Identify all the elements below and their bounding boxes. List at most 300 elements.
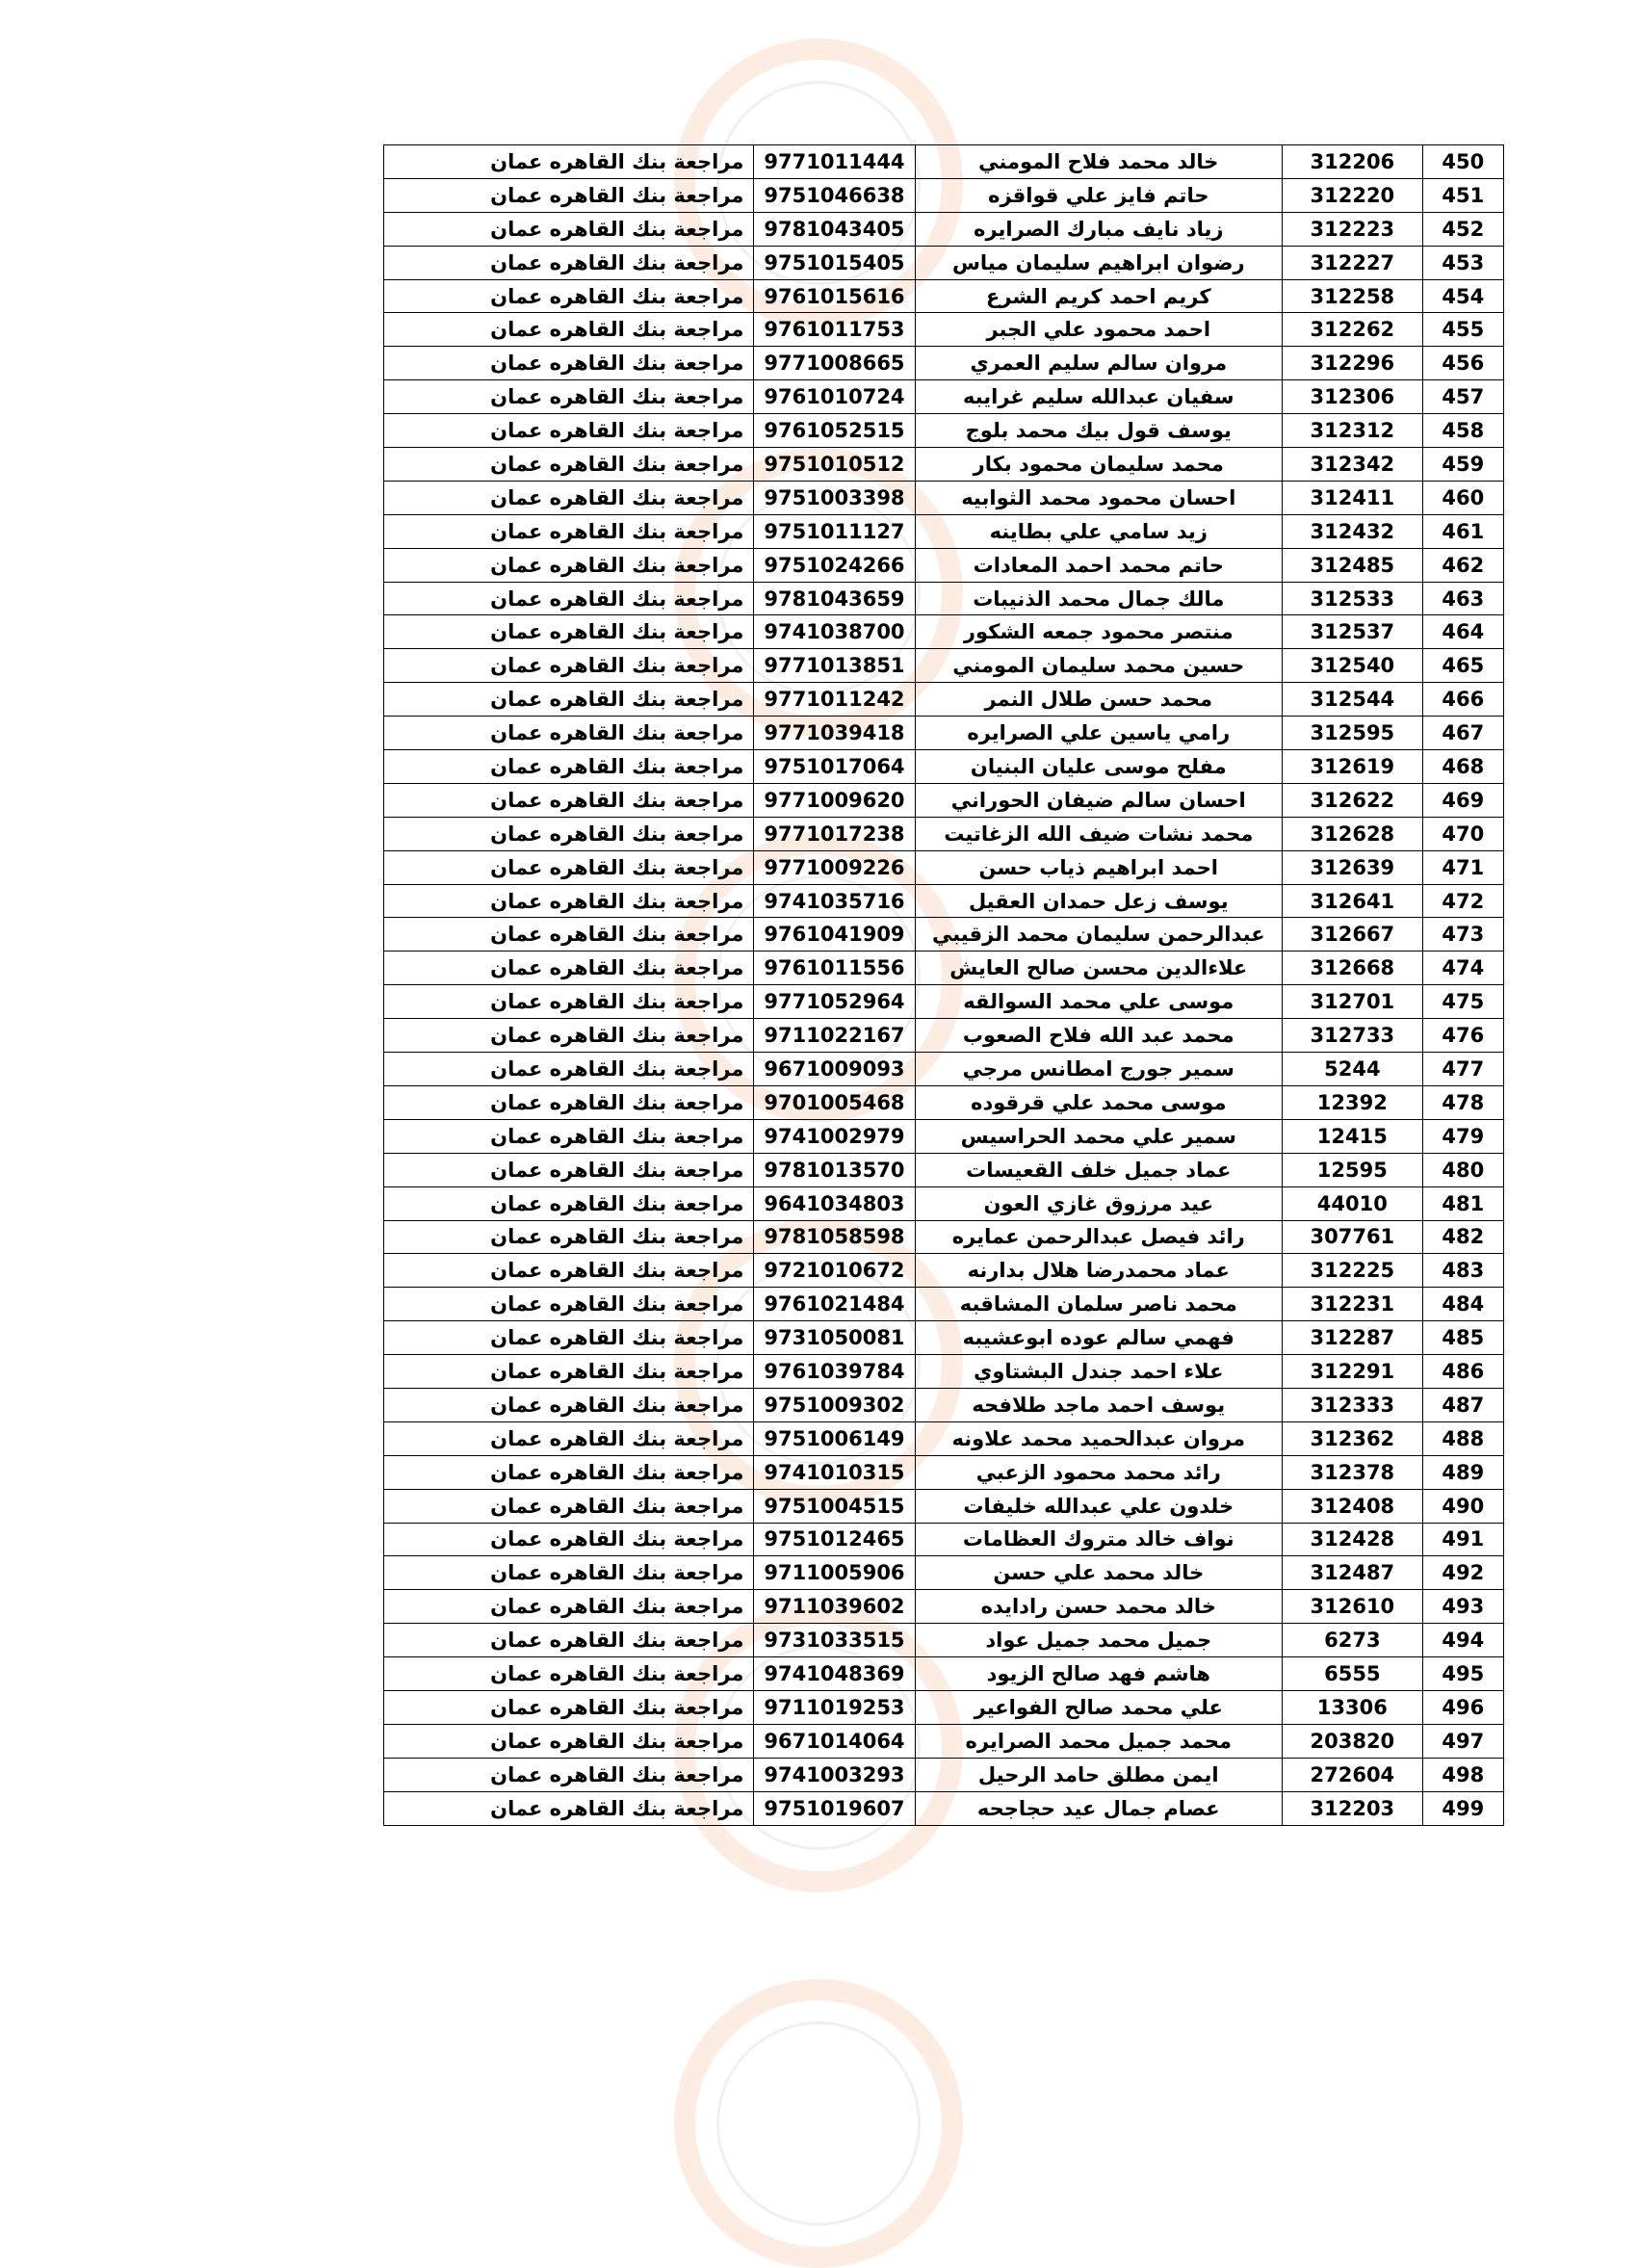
national-id-cell: 9711019253: [754, 1690, 915, 1724]
national-id-cell: 9671009093: [754, 1053, 915, 1086]
name-cell: حسين محمد سليمان المومني: [915, 649, 1282, 683]
name-cell: محمد نشات ضيف الله الزغاتيت: [915, 817, 1282, 850]
national-id-cell: 9731050081: [754, 1321, 915, 1355]
note-cell: مراجعة بنك القاهره عمان: [384, 1758, 754, 1791]
employee-number-cell: 312622: [1283, 783, 1423, 817]
sequence-number-cell: 479: [1422, 1119, 1503, 1153]
national-id-cell: 9761010724: [754, 380, 915, 414]
table-row: [384, 1053, 1504, 1086]
table-row: [384, 481, 1504, 514]
table-row: [384, 1321, 1504, 1355]
name-cell: مروان عبدالحميد محمد علاونه: [915, 1421, 1282, 1455]
name-cell: محمد سليمان محمود بكار: [915, 448, 1282, 482]
name-cell: احمد ابراهيم ذياب حسن: [915, 850, 1282, 884]
employee-number-cell: 312262: [1283, 313, 1423, 347]
note-cell: مراجعة بنك القاهره عمان: [384, 1220, 754, 1254]
note-cell: مراجعة بنك القاهره عمان: [384, 1489, 754, 1523]
note-cell: مراجعة بنك القاهره عمان: [384, 212, 754, 246]
national-id-cell: 9741003293: [754, 1758, 915, 1791]
sequence-number-cell: 489: [1422, 1455, 1503, 1489]
table-row: [384, 380, 1504, 414]
national-id-cell: 9771052964: [754, 985, 915, 1019]
name-cell: هاشم فهد صالح الزيود: [915, 1657, 1282, 1691]
note-cell: مراجعة بنك القاهره عمان: [384, 850, 754, 884]
sequence-number-cell: 466: [1422, 683, 1503, 717]
employee-number-cell: 312485: [1283, 548, 1423, 582]
name-cell: عماد جميل خلف القعيسات: [915, 1153, 1282, 1186]
national-id-cell: 9751012465: [754, 1523, 915, 1556]
note-cell: مراجعة بنك القاهره عمان: [384, 1053, 754, 1086]
name-cell: خالد محمد علي حسن: [915, 1556, 1282, 1590]
note-cell: مراجعة بنك القاهره عمان: [384, 582, 754, 615]
national-id-cell: 9781043659: [754, 582, 915, 615]
sequence-number-cell: 488: [1422, 1421, 1503, 1455]
note-cell: مراجعة بنك القاهره عمان: [384, 952, 754, 985]
table-row: [384, 1019, 1504, 1053]
national-id-cell: 9751017064: [754, 750, 915, 784]
national-id-cell: 9781013570: [754, 1153, 915, 1186]
sequence-number-cell: 460: [1422, 481, 1503, 514]
table-row: [384, 1556, 1504, 1590]
national-id-cell: 9761041909: [754, 918, 915, 952]
table-row: [384, 514, 1504, 548]
note-cell: مراجعة بنك القاهره عمان: [384, 414, 754, 448]
national-id-cell: 9781043405: [754, 212, 915, 246]
table-row: [384, 582, 1504, 615]
employee-number-cell: 312231: [1283, 1288, 1423, 1321]
national-id-cell: 9741035716: [754, 884, 915, 918]
name-cell: محمد عبد الله فلاح الصعوب: [915, 1019, 1282, 1053]
note-cell: مراجعة بنك القاهره عمان: [384, 1556, 754, 1590]
table-row: [384, 615, 1504, 649]
note-cell: مراجعة بنك القاهره عمان: [384, 1455, 754, 1489]
national-id-cell: 9711005906: [754, 1556, 915, 1590]
employee-number-cell: 312362: [1283, 1421, 1423, 1455]
name-cell: يوسف احمد ماجد طلافحه: [915, 1388, 1282, 1421]
name-cell: حاتم محمد احمد المعادات: [915, 548, 1282, 582]
table-row: [384, 1220, 1504, 1254]
national-id-cell: 9761011556: [754, 952, 915, 985]
table-row: [384, 952, 1504, 985]
table-row: [384, 1590, 1504, 1624]
table-row: [384, 1489, 1504, 1523]
sequence-number-cell: 481: [1422, 1186, 1503, 1220]
employee-number-cell: 312258: [1283, 279, 1423, 313]
employee-number-cell: 312206: [1283, 145, 1423, 179]
name-cell: مالك جمال محمد الذنيبات: [915, 582, 1282, 615]
note-cell: مراجعة بنك القاهره عمان: [384, 717, 754, 750]
sequence-number-cell: 463: [1422, 582, 1503, 615]
note-cell: مراجعة بنك القاهره عمان: [384, 884, 754, 918]
national-id-cell: 9741038700: [754, 615, 915, 649]
table-row: [384, 1657, 1504, 1691]
note-cell: مراجعة بنك القاهره عمان: [384, 145, 754, 179]
national-id-cell: 9771017238: [754, 817, 915, 850]
sequence-number-cell: 451: [1422, 178, 1503, 212]
employee-number-cell: 312227: [1283, 246, 1423, 279]
name-cell: فهمي سالم عوده ابوعشيبه: [915, 1321, 1282, 1355]
sequence-number-cell: 454: [1422, 279, 1503, 313]
employee-number-cell: 307761: [1283, 1220, 1423, 1254]
name-cell: نواف خالد متروك العظامات: [915, 1523, 1282, 1556]
name-cell: علي محمد صالح الفواعير: [915, 1690, 1282, 1724]
note-cell: مراجعة بنك القاهره عمان: [384, 481, 754, 514]
note-cell: مراجعة بنك القاهره عمان: [384, 1186, 754, 1220]
note-cell: مراجعة بنك القاهره عمان: [384, 750, 754, 784]
national-id-cell: 9751019607: [754, 1791, 915, 1825]
employee-number-cell: 312333: [1283, 1388, 1423, 1421]
table-row: [384, 347, 1504, 380]
name-cell: سفيان عبدالله سليم غرايبه: [915, 380, 1282, 414]
table-row: [384, 313, 1504, 347]
watermark-logo: [674, 1979, 963, 2268]
table-row: [384, 1523, 1504, 1556]
table-row: [384, 1254, 1504, 1288]
note-cell: مراجعة بنك القاهره عمان: [384, 1321, 754, 1355]
note-cell: مراجعة بنك القاهره عمان: [384, 279, 754, 313]
sequence-number-cell: 473: [1422, 918, 1503, 952]
national-id-cell: 9751024266: [754, 548, 915, 582]
sequence-number-cell: 458: [1422, 414, 1503, 448]
employee-number-cell: 312701: [1283, 985, 1423, 1019]
national-id-cell: 9761011753: [754, 313, 915, 347]
name-cell: موسى محمد علي قرقوده: [915, 1085, 1282, 1119]
table-row: [384, 783, 1504, 817]
note-cell: مراجعة بنك القاهره عمان: [384, 1724, 754, 1758]
employee-number-cell: 6555: [1283, 1657, 1423, 1691]
sequence-number-cell: 494: [1422, 1624, 1503, 1657]
note-cell: مراجعة بنك القاهره عمان: [384, 1624, 754, 1657]
note-cell: مراجعة بنك القاهره عمان: [384, 817, 754, 850]
national-id-cell: 9751046638: [754, 178, 915, 212]
name-cell: عصام جمال عيد حجاجحه: [915, 1791, 1282, 1825]
employee-number-cell: 312639: [1283, 850, 1423, 884]
table-row: [384, 1624, 1504, 1657]
national-id-cell: 9771011444: [754, 145, 915, 179]
table-row: [384, 1690, 1504, 1724]
national-id-cell: 9771013851: [754, 649, 915, 683]
name-cell: رامي ياسين علي الصرايره: [915, 717, 1282, 750]
employee-number-cell: 312225: [1283, 1254, 1423, 1288]
name-cell: علاء احمد جندل البشتاوي: [915, 1355, 1282, 1389]
note-cell: مراجعة بنك القاهره عمان: [384, 246, 754, 279]
employee-number-cell: 312537: [1283, 615, 1423, 649]
national-id-cell: 9641034803: [754, 1186, 915, 1220]
national-id-cell: 9751004515: [754, 1489, 915, 1523]
name-cell: رضوان ابراهيم سليمان مياس: [915, 246, 1282, 279]
note-cell: مراجعة بنك القاهره عمان: [384, 347, 754, 380]
employee-number-cell: 312533: [1283, 582, 1423, 615]
note-cell: مراجعة بنك القاهره عمان: [384, 1019, 754, 1053]
national-id-cell: 9781058598: [754, 1220, 915, 1254]
employee-number-cell: 5244: [1283, 1053, 1423, 1086]
sequence-number-cell: 485: [1422, 1321, 1503, 1355]
note-cell: مراجعة بنك القاهره عمان: [384, 1657, 754, 1691]
sequence-number-cell: 477: [1422, 1053, 1503, 1086]
name-cell: زياد نايف مبارك الصرايره: [915, 212, 1282, 246]
table-row: [384, 448, 1504, 482]
national-id-cell: 9711022167: [754, 1019, 915, 1053]
name-cell: محمد ناصر سلمان المشاقبه: [915, 1288, 1282, 1321]
employee-number-cell: 312733: [1283, 1019, 1423, 1053]
name-cell: خلدون علي عبدالله خليفات: [915, 1489, 1282, 1523]
employee-number-cell: 12392: [1283, 1085, 1423, 1119]
sequence-number-cell: 484: [1422, 1288, 1503, 1321]
national-id-cell: 9761052515: [754, 414, 915, 448]
sequence-number-cell: 470: [1422, 817, 1503, 850]
national-id-cell: 9761021484: [754, 1288, 915, 1321]
employee-number-cell: 312408: [1283, 1489, 1423, 1523]
employee-number-cell: 312667: [1283, 918, 1423, 952]
employee-number-cell: 312628: [1283, 817, 1423, 850]
name-cell: جميل محمد جميل عواد: [915, 1624, 1282, 1657]
name-cell: موسى علي محمد السوالقه: [915, 985, 1282, 1019]
sequence-number-cell: 490: [1422, 1489, 1503, 1523]
table-row: [384, 212, 1504, 246]
sequence-number-cell: 474: [1422, 952, 1503, 985]
sequence-number-cell: 498: [1422, 1758, 1503, 1791]
table-row: [384, 1724, 1504, 1758]
note-cell: مراجعة بنك القاهره عمان: [384, 783, 754, 817]
table-row: [384, 1758, 1504, 1791]
national-id-cell: 9751009302: [754, 1388, 915, 1421]
sequence-number-cell: 469: [1422, 783, 1503, 817]
note-cell: مراجعة بنك القاهره عمان: [384, 1254, 754, 1288]
name-cell: احسان سالم ضيفان الحوراني: [915, 783, 1282, 817]
sequence-number-cell: 459: [1422, 448, 1503, 482]
employee-number-cell: 44010: [1283, 1186, 1423, 1220]
name-cell: احسان محمود محمد الثوابيه: [915, 481, 1282, 514]
note-cell: مراجعة بنك القاهره عمان: [384, 1119, 754, 1153]
note-cell: مراجعة بنك القاهره عمان: [384, 985, 754, 1019]
table-row: [384, 414, 1504, 448]
employee-number-cell: 312668: [1283, 952, 1423, 985]
name-cell: خالد محمد فلاح المومني: [915, 145, 1282, 179]
sequence-number-cell: 453: [1422, 246, 1503, 279]
name-cell: حاتم فايز علي قواقزه: [915, 178, 1282, 212]
note-cell: مراجعة بنك القاهره عمان: [384, 683, 754, 717]
sequence-number-cell: 482: [1422, 1220, 1503, 1254]
table-row: [384, 649, 1504, 683]
sequence-number-cell: 480: [1422, 1153, 1503, 1186]
national-id-cell: 9751006149: [754, 1421, 915, 1455]
national-id-cell: 9711039602: [754, 1590, 915, 1624]
name-cell: خالد محمد حسن رادايده: [915, 1590, 1282, 1624]
note-cell: مراجعة بنك القاهره عمان: [384, 1690, 754, 1724]
note-cell: مراجعة بنك القاهره عمان: [384, 1590, 754, 1624]
sequence-number-cell: 464: [1422, 615, 1503, 649]
note-cell: مراجعة بنك القاهره عمان: [384, 313, 754, 347]
table-row: [384, 1421, 1504, 1455]
national-id-cell: 9771008665: [754, 347, 915, 380]
note-cell: مراجعة بنك القاهره عمان: [384, 548, 754, 582]
note-cell: مراجعة بنك القاهره عمان: [384, 380, 754, 414]
national-id-cell: 9741002979: [754, 1119, 915, 1153]
note-cell: مراجعة بنك القاهره عمان: [384, 1421, 754, 1455]
table-row: [384, 817, 1504, 850]
table-row: [384, 750, 1504, 784]
national-id-cell: 9751010512: [754, 448, 915, 482]
name-cell: محمد حسن طلال النمر: [915, 683, 1282, 717]
employee-number-cell: 6273: [1283, 1624, 1423, 1657]
name-cell: مفلح موسى عليان البنيان: [915, 750, 1282, 784]
table-row: [384, 246, 1504, 279]
national-id-cell: 9741048369: [754, 1657, 915, 1691]
table-row: [384, 717, 1504, 750]
name-cell: عماد محمدرضا هلال بدارنه: [915, 1254, 1282, 1288]
table-row: [384, 1791, 1504, 1825]
name-cell: يوسف قول بيك محمد بلوج: [915, 414, 1282, 448]
national-id-cell: 9671014064: [754, 1724, 915, 1758]
table-row: [384, 145, 1504, 179]
sequence-number-cell: 493: [1422, 1590, 1503, 1624]
sequence-number-cell: 475: [1422, 985, 1503, 1019]
name-cell: رائد فيصل عبدالرحمن عمايره: [915, 1220, 1282, 1254]
name-cell: سمير جورج امطانس مرجي: [915, 1053, 1282, 1086]
sequence-number-cell: 465: [1422, 649, 1503, 683]
name-cell: احمد محمود علي الجبر: [915, 313, 1282, 347]
employee-number-cell: 312203: [1283, 1791, 1423, 1825]
table-row: [384, 884, 1504, 918]
employee-number-cell: 312432: [1283, 514, 1423, 548]
sequence-number-cell: 492: [1422, 1556, 1503, 1590]
note-cell: مراجعة بنك القاهره عمان: [384, 1791, 754, 1825]
roster-body: [384, 145, 1504, 1826]
sequence-number-cell: 496: [1422, 1690, 1503, 1724]
table-row: [384, 918, 1504, 952]
sequence-number-cell: 487: [1422, 1388, 1503, 1421]
sequence-number-cell: 457: [1422, 380, 1503, 414]
sequence-number-cell: 499: [1422, 1791, 1503, 1825]
table-row: [384, 683, 1504, 717]
national-id-cell: 9771009226: [754, 850, 915, 884]
national-id-cell: 9771011242: [754, 683, 915, 717]
employee-number-cell: 312544: [1283, 683, 1423, 717]
sequence-number-cell: 495: [1422, 1657, 1503, 1691]
sequence-number-cell: 483: [1422, 1254, 1503, 1288]
employee-number-cell: 12595: [1283, 1153, 1423, 1186]
employee-number-cell: 312220: [1283, 178, 1423, 212]
sequence-number-cell: 461: [1422, 514, 1503, 548]
national-id-cell: 9771039418: [754, 717, 915, 750]
sequence-number-cell: 471: [1422, 850, 1503, 884]
table-row: [384, 850, 1504, 884]
sequence-number-cell: 476: [1422, 1019, 1503, 1053]
employee-number-cell: 312342: [1283, 448, 1423, 482]
sequence-number-cell: 455: [1422, 313, 1503, 347]
employee-number-cell: 312291: [1283, 1355, 1423, 1389]
employee-number-cell: 312378: [1283, 1455, 1423, 1489]
table-row: [384, 985, 1504, 1019]
table-row: [384, 279, 1504, 313]
name-cell: علاءالدين محسن صالح العايش: [915, 952, 1282, 985]
name-cell: عبدالرحمن سليمان محمد الزقيبي: [915, 918, 1282, 952]
employee-number-cell: 13306: [1283, 1690, 1423, 1724]
sequence-number-cell: 472: [1422, 884, 1503, 918]
sequence-number-cell: 497: [1422, 1724, 1503, 1758]
note-cell: مراجعة بنك القاهره عمان: [384, 1355, 754, 1389]
employee-number-cell: 312411: [1283, 481, 1423, 514]
name-cell: سمير علي محمد الحراسيس: [915, 1119, 1282, 1153]
employee-number-cell: 272604: [1283, 1758, 1423, 1791]
employee-number-cell: 312619: [1283, 750, 1423, 784]
employee-number-cell: 312595: [1283, 717, 1423, 750]
national-id-cell: 9721010672: [754, 1254, 915, 1288]
employee-number-cell: 312312: [1283, 414, 1423, 448]
name-cell: زيد سامي علي بطاينه: [915, 514, 1282, 548]
note-cell: مراجعة بنك القاهره عمان: [384, 649, 754, 683]
national-id-cell: 9731033515: [754, 1624, 915, 1657]
table-row: [384, 1288, 1504, 1321]
note-cell: مراجعة بنك القاهره عمان: [384, 1388, 754, 1421]
table-row: [384, 178, 1504, 212]
note-cell: مراجعة بنك القاهره عمان: [384, 1523, 754, 1556]
table-row: [384, 548, 1504, 582]
note-cell: مراجعة بنك القاهره عمان: [384, 1085, 754, 1119]
sequence-number-cell: 452: [1422, 212, 1503, 246]
sequence-number-cell: 462: [1422, 548, 1503, 582]
table-row: [384, 1186, 1504, 1220]
sequence-number-cell: 467: [1422, 717, 1503, 750]
sequence-number-cell: 486: [1422, 1355, 1503, 1389]
national-id-cell: 9761039784: [754, 1355, 915, 1389]
sequence-number-cell: 491: [1422, 1523, 1503, 1556]
name-cell: رائد محمد محمود الزعبي: [915, 1455, 1282, 1489]
table-row: [384, 1085, 1504, 1119]
employee-number-cell: 203820: [1283, 1724, 1423, 1758]
employee-number-cell: 12415: [1283, 1119, 1423, 1153]
sequence-number-cell: 456: [1422, 347, 1503, 380]
employee-number-cell: 312287: [1283, 1321, 1423, 1355]
employee-number-cell: 312540: [1283, 649, 1423, 683]
table-row: [384, 1355, 1504, 1389]
name-cell: منتصر محمود جمعه الشكور: [915, 615, 1282, 649]
employee-number-cell: 312610: [1283, 1590, 1423, 1624]
sequence-number-cell: 450: [1422, 145, 1503, 179]
employee-number-cell: 312306: [1283, 380, 1423, 414]
table-row: [384, 1119, 1504, 1153]
employee-number-cell: 312487: [1283, 1556, 1423, 1590]
name-cell: ايمن مطلق حامد الرحيل: [915, 1758, 1282, 1791]
note-cell: مراجعة بنك القاهره عمان: [384, 1153, 754, 1186]
sequence-number-cell: 478: [1422, 1085, 1503, 1119]
name-cell: كريم احمد كريم الشرع: [915, 279, 1282, 313]
national-id-cell: 9771009620: [754, 783, 915, 817]
note-cell: مراجعة بنك القاهره عمان: [384, 178, 754, 212]
national-id-cell: 9701005468: [754, 1085, 915, 1119]
table-row: [384, 1455, 1504, 1489]
name-cell: عيد مرزوق غازي العون: [915, 1186, 1282, 1220]
note-cell: مراجعة بنك القاهره عمان: [384, 615, 754, 649]
national-id-cell: 9751011127: [754, 514, 915, 548]
sequence-number-cell: 468: [1422, 750, 1503, 784]
national-id-cell: 9751015405: [754, 246, 915, 279]
national-id-cell: 9761015616: [754, 279, 915, 313]
note-cell: مراجعة بنك القاهره عمان: [384, 448, 754, 482]
name-cell: مروان سالم سليم العمري: [915, 347, 1282, 380]
employee-number-cell: 312296: [1283, 347, 1423, 380]
note-cell: مراجعة بنك القاهره عمان: [384, 918, 754, 952]
table-row: [384, 1153, 1504, 1186]
table-row: [384, 1388, 1504, 1421]
roster-table: [383, 144, 1504, 1826]
name-cell: محمد جميل محمد الصرايره: [915, 1724, 1282, 1758]
national-id-cell: 9741010315: [754, 1455, 915, 1489]
note-cell: مراجعة بنك القاهره عمان: [384, 1288, 754, 1321]
national-id-cell: 9751003398: [754, 481, 915, 514]
name-cell: يوسف زعل حمدان العقيل: [915, 884, 1282, 918]
employee-number-cell: 312641: [1283, 884, 1423, 918]
